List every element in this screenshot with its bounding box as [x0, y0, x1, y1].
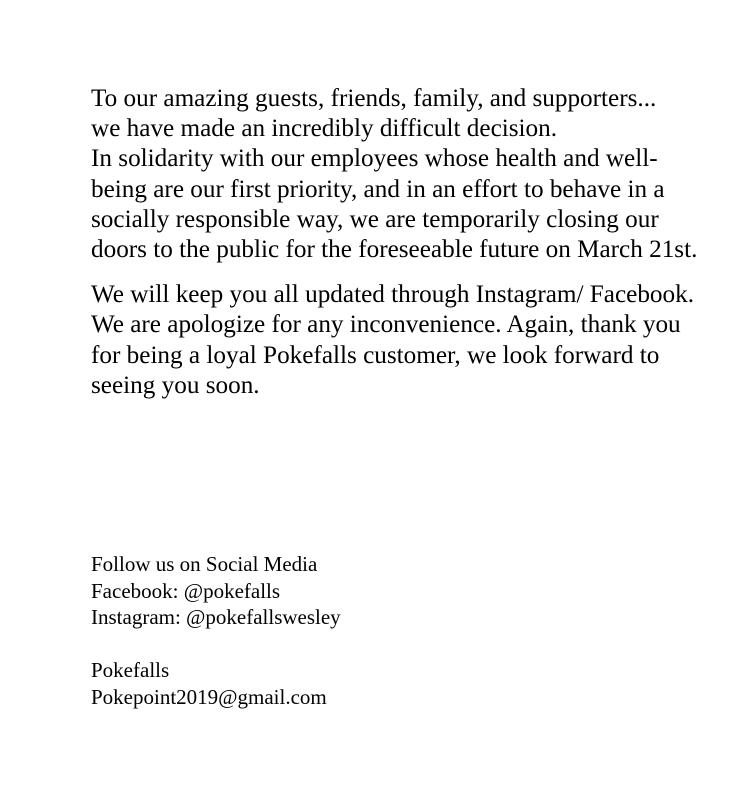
social-heading: Follow us on Social Media: [91, 552, 318, 576]
update-paragraph: We will keep you all updated through Instagram/ Facebook. We are apologize for any inconvenience. Again, thank you for being a loyal Pokefalls customer, we look forward to seeing you soon.: [91, 281, 695, 399]
instagram-handle: Instagram: @pokefallswesley: [91, 605, 341, 629]
facebook-handle: Facebook: @pokefalls: [91, 578, 281, 603]
footer-gap: [91, 631, 651, 658]
business-name: Pokefalls: [91, 658, 170, 682]
contact-email: Pokepoint2019@gmail.com: [91, 684, 327, 709]
greeting-line: To our amazing guests, friends, family, and supporters...: [91, 85, 657, 112]
paragraph-gap: [91, 265, 711, 280]
contact-footer: [91, 551, 651, 710]
closure-notice: [91, 84, 711, 401]
closure-paragraph: In solidarity with our employees whose health and well-being are our first priority, and in an effort to behave in a socially responsible way, we are temporarily closing our doors to the public for the foreseeable future on March 21st.: [91, 145, 698, 264]
decision-line: we have made an incredibly difficult decision.: [91, 115, 558, 143]
